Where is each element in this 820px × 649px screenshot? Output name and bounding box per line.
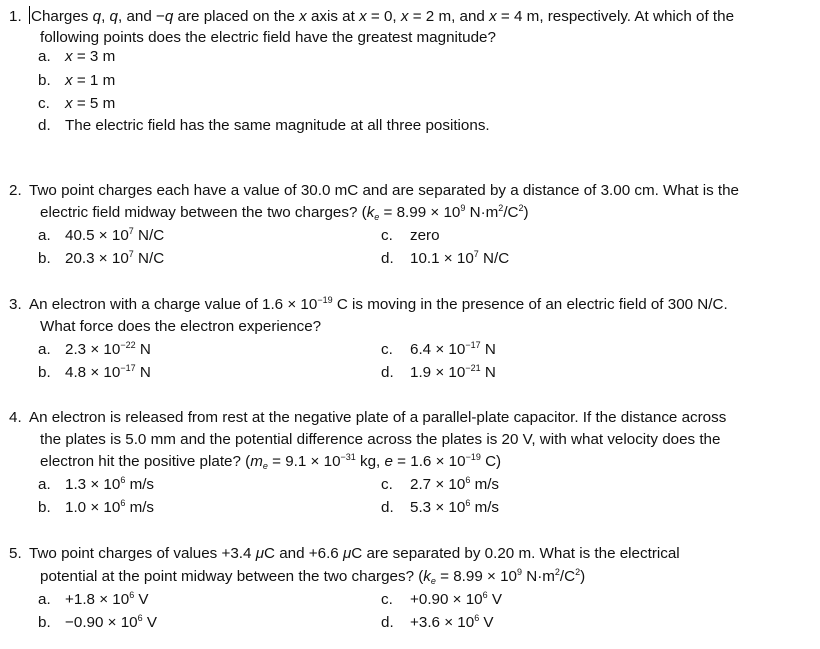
choice-letter: a. [38, 341, 51, 358]
choice-text: $2.3 \times 10^{-22}$ N [65, 340, 151, 358]
choice-letter: b. [38, 72, 51, 89]
question-number: 3. [9, 296, 22, 313]
choice-letter: a. [38, 48, 51, 65]
question-4-stem-line-3 [40, 452, 501, 472]
question-1-choice-b [38, 71, 115, 91]
question-2-choice-b [38, 249, 164, 269]
question-2-choice-c [381, 226, 440, 246]
stem-text: What force does the electron experience? [40, 318, 322, 335]
question-2-choice-d [381, 249, 509, 269]
choice-text: $6.4 \times 10^{-17}$ N [410, 340, 496, 358]
choice-text: $+0.90 \times 10^6$ V [410, 590, 503, 608]
choice-letter: d. [381, 250, 394, 267]
question-number: 1. [9, 8, 22, 25]
stem-text: electric field midway between the two charges? ($k_e = 8.99 \times 10^9$ $N\cdot m^2/C^2$) [40, 203, 529, 222]
question-number: 4. [9, 409, 22, 426]
stem-text: An electron is released from rest at the negative plate of a parallel-plate capacitor. If the distance across [29, 409, 727, 426]
question-4-stem-line-2 [40, 430, 720, 450]
choice-text: $+1.8 \times 10^6$ V [65, 590, 149, 608]
choice-text: $40.5 \times 10^7$ N/C [65, 226, 165, 244]
choice-text: zero [410, 227, 440, 244]
stem-text: Two point charges each have a value of 30.0 mC and are separated by a distance of 3.00 cm. What is the [29, 182, 740, 199]
question-3-choice-c [381, 340, 496, 360]
choice-text: $5.3 \times 10^6$ m/s [410, 498, 500, 516]
question-1-stem-line-2 [40, 28, 496, 48]
choice-text: $-0.90 \times 10^6$ V [65, 613, 158, 631]
stem-text: potential at the point midway between the two charges? ($k_e = 8.99 \times 10^9$ $N\cdot m^2/C^2$) [40, 567, 586, 586]
stem-text: following points does the electric field have the greatest magnitude? [40, 29, 496, 46]
question-3-choice-a [38, 340, 151, 360]
stem-text: Two point charges of values +3.4 μC and +6.6 μC are separated by 0.20 m. What is the electrical [29, 545, 680, 562]
choice-letter: d. [381, 499, 394, 516]
stem-text: the plates is 5.0 mm and the potential difference across the plates is 20 V, with what velocity does the [40, 431, 721, 448]
question-5-choice-a [38, 590, 149, 610]
question-3-choice-d [381, 363, 496, 383]
choice-text: $20.3 \times 10^7$ N/C [65, 249, 165, 267]
choice-letter: d. [381, 364, 394, 381]
question-2-choice-a [38, 226, 164, 246]
question-3-stem-line-1 [9, 295, 728, 315]
text-cursor [29, 6, 30, 24]
question-5-choice-b [38, 613, 157, 633]
question-3-choice-b [38, 363, 151, 383]
choice-letter: b. [38, 614, 51, 631]
stem-text: An electron with a charge value of $1.6 \times 10^{-19}$ C is moving in the presence of an electric field of 300 N/C. [29, 295, 728, 313]
question-5-choice-c [381, 590, 502, 610]
question-4-choice-c [381, 475, 499, 495]
question-number: 5. [9, 545, 22, 562]
question-1-choice-d [38, 116, 490, 136]
question-5-stem-line-1 [9, 544, 680, 564]
choice-text: $1.3 \times 10^6$ m/s [65, 475, 155, 493]
choice-letter: a. [38, 591, 51, 608]
question-1-choice-c [38, 94, 115, 114]
choice-text: x = 1 m [65, 72, 116, 89]
question-4-choice-d [381, 498, 499, 518]
choice-text: $2.7 \times 10^6$ m/s [410, 475, 500, 493]
choice-text: $4.8 \times 10^{-17}$ N [65, 363, 151, 381]
choice-letter: d. [381, 614, 394, 631]
choice-text: x = 5 m [65, 95, 116, 112]
question-2-stem-line-2 [40, 203, 529, 223]
choice-text: $10.1 \times 10^7$ N/C [410, 249, 510, 267]
question-2-stem-line-1 [9, 181, 739, 201]
choice-letter: d. [38, 117, 51, 134]
stem-text: Charges q, q, and −q are placed on the x axis at x = 0, x = 2 m, and x = 4 m, respectively. At which of the [31, 8, 735, 25]
question-4-choice-a [38, 475, 154, 495]
choice-letter: b. [38, 499, 51, 516]
question-4-choice-b [38, 498, 154, 518]
question-3-stem-line-2 [40, 317, 321, 337]
choice-letter: c. [38, 95, 50, 112]
choice-text: $+3.6 \times 10^6$ V [410, 613, 494, 631]
choice-letter: b. [38, 250, 51, 267]
choice-text: x = 3 m [65, 48, 116, 65]
choice-text: $1.0 \times 10^6$ m/s [65, 498, 155, 516]
choice-letter: c. [381, 591, 393, 608]
question-number: 2. [9, 182, 22, 199]
choice-text: $1.9 \times 10^{-21}$ N [410, 363, 496, 381]
choice-letter: c. [381, 476, 393, 493]
choice-text: The electric field has the same magnitude at all three positions. [65, 117, 490, 134]
choice-letter: a. [38, 227, 51, 244]
question-5-stem-line-2 [40, 567, 585, 587]
question-1-stem-line-1 [9, 6, 734, 27]
question-5-choice-d [381, 613, 494, 633]
question-4-stem-line-1 [9, 408, 726, 428]
choice-letter: a. [38, 476, 51, 493]
choice-letter: c. [381, 341, 393, 358]
choice-letter: b. [38, 364, 51, 381]
question-1-choice-a [38, 47, 115, 67]
stem-text: electron hit the positive plate? ($m_e = 9.1 \times 10^{-31}$ kg, $e = 1.6 \times 10^{-19}$ C) [40, 452, 502, 471]
choice-letter: c. [381, 227, 393, 244]
